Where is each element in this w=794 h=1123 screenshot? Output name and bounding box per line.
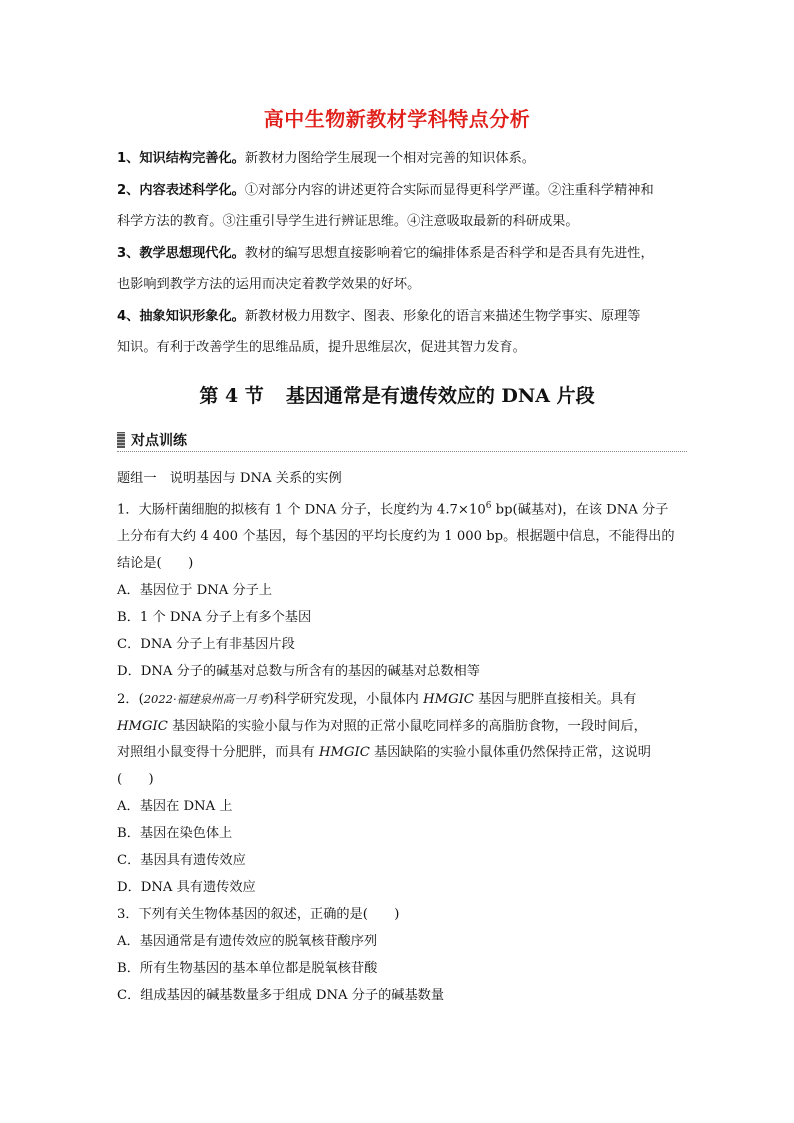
intro-point-lead: 3、教学思想现代化。 — [117, 245, 245, 261]
q2-option-b: B．基因在染色体上 — [117, 826, 233, 842]
q1-stem-line3: 结论是( ) — [117, 556, 194, 572]
intro-point-lead: 2、内容表述科学化。 — [117, 182, 245, 198]
q2-option-a: A．基因在 DNA 上 — [117, 799, 233, 815]
intro-section — [117, 143, 687, 364]
intro-point-lead: 4、抽象知识形象化。 — [117, 308, 245, 324]
tag-marker-icon — [117, 432, 125, 448]
question-list — [117, 466, 687, 1010]
q2-text: 基因缺陷的实验小鼠体重仍然保持正常，这说明 — [369, 745, 651, 761]
q3-option-b: B．所有生物基因的基本单位都是脱氧核苷酸 — [117, 960, 378, 976]
q1-option-d: D．DNA 分子的碱基对总数与所含有的基因的碱基对总数相等 — [117, 663, 480, 679]
intro-point-3-cont: 也影响到教学方法的运用而决定着教学效果的好坏。 — [117, 277, 421, 292]
q3-stem: 3．下列有关生物体基因的叙述，正确的是( ) — [117, 906, 400, 922]
group-title: 题组一 说明基因与 DNA 关系的实例 — [117, 471, 342, 486]
q2-gene: HMGIC — [319, 745, 370, 761]
q2-stem-line1 — [117, 686, 687, 714]
q2-stem-line3 — [117, 740, 687, 767]
practice-tag — [117, 430, 187, 450]
divider — [117, 451, 687, 452]
q2-source: 2022·福建泉州高一月考 — [143, 691, 269, 706]
q1-stem-line2: 上分布有大约 4 400 个基因，每个基因的平均长度约为 1 000 bp。根据题中信息，不能得出的 — [117, 529, 675, 545]
section-heading: 基因通常是有遗传效应的 DNA 片段 — [285, 385, 595, 407]
intro-point-lead: 1、知识结构完善化。 — [117, 151, 245, 166]
q1-option-c: C．DNA 分子上有非基因片段 — [117, 636, 295, 652]
q2-gene: HMGIC — [423, 691, 474, 707]
intro-point-4 — [117, 301, 687, 333]
intro-point-3 — [117, 238, 687, 270]
q2-option-d: D．DNA 具有遗传效应 — [117, 879, 256, 895]
intro-point-1 — [117, 143, 687, 175]
intro-point-text: ①对部分内容的讲述更符合实际而显得更科学严谨。②注重科学精神和 — [244, 182, 654, 198]
intro-point-4-cont: 知识。有利于改善学生的思维品质，提升思维层次，促进其智力发育。 — [117, 340, 526, 355]
section-number: 第 4 节 — [199, 385, 264, 407]
q2-text: )科学研究发现，小鼠体内 — [268, 691, 424, 707]
q1-option-b: B．1 个 DNA 分子上有多个基因 — [117, 609, 312, 625]
practice-tag-label: 对点训练 — [131, 433, 187, 449]
main-title: 高中生物新教材学科特点分析 — [263, 107, 531, 131]
q2-option-c: C．基因具有遗传效应 — [117, 853, 246, 869]
q2-text: 对照组小鼠变得十分肥胖，而具有 — [117, 745, 320, 761]
q2-number: 2．( — [117, 691, 144, 707]
q3-option-a: A．基因通常是有遗传效应的脱氧核苷酸序列 — [117, 933, 378, 949]
q2-text: 基因缺陷的实验小鼠与作为对照的正常小鼠吃同样多的高脂肪食物，一段时间后， — [167, 718, 647, 734]
q1-option-a: A．基因位于 DNA 分子上 — [117, 583, 273, 599]
intro-point-text: 新教材力图给学生展现一个相对完善的知识体系。 — [244, 151, 535, 166]
intro-point-2 — [117, 175, 687, 207]
intro-point-2-cont: 科学方法的教育。③注重引导学生进行辨证思维。④注意吸取最新的科研成果。 — [117, 214, 579, 229]
q1-text: bp(碱基对)，在该 DNA 分子 — [491, 502, 669, 518]
q1-text: 1．大肠杆菌细胞的拟核有 1 个 DNA 分子，长度约为 4.7×10 — [117, 502, 486, 518]
q1-stem-line1 — [117, 493, 687, 524]
q2-gene: HMGIC — [117, 718, 168, 734]
q2-stem-line4: ( ) — [117, 772, 154, 788]
q3-option-c: C．组成基因的碱基数量多于组成 DNA 分子的碱基数量 — [117, 987, 445, 1003]
q2-stem-line2 — [117, 714, 687, 741]
q1-exponent: 6 — [485, 500, 492, 511]
intro-point-text: 新教材极力用数字、图表、形象化的语言来描述生物学事实、原理等 — [244, 308, 641, 324]
q2-text: 基因与肥胖直接相关。具有 — [473, 691, 637, 707]
section-title — [0, 381, 794, 408]
intro-point-text: 教材的编写思想直接影响着它的编排体系是否科学和是否具有先进性， — [244, 245, 654, 261]
